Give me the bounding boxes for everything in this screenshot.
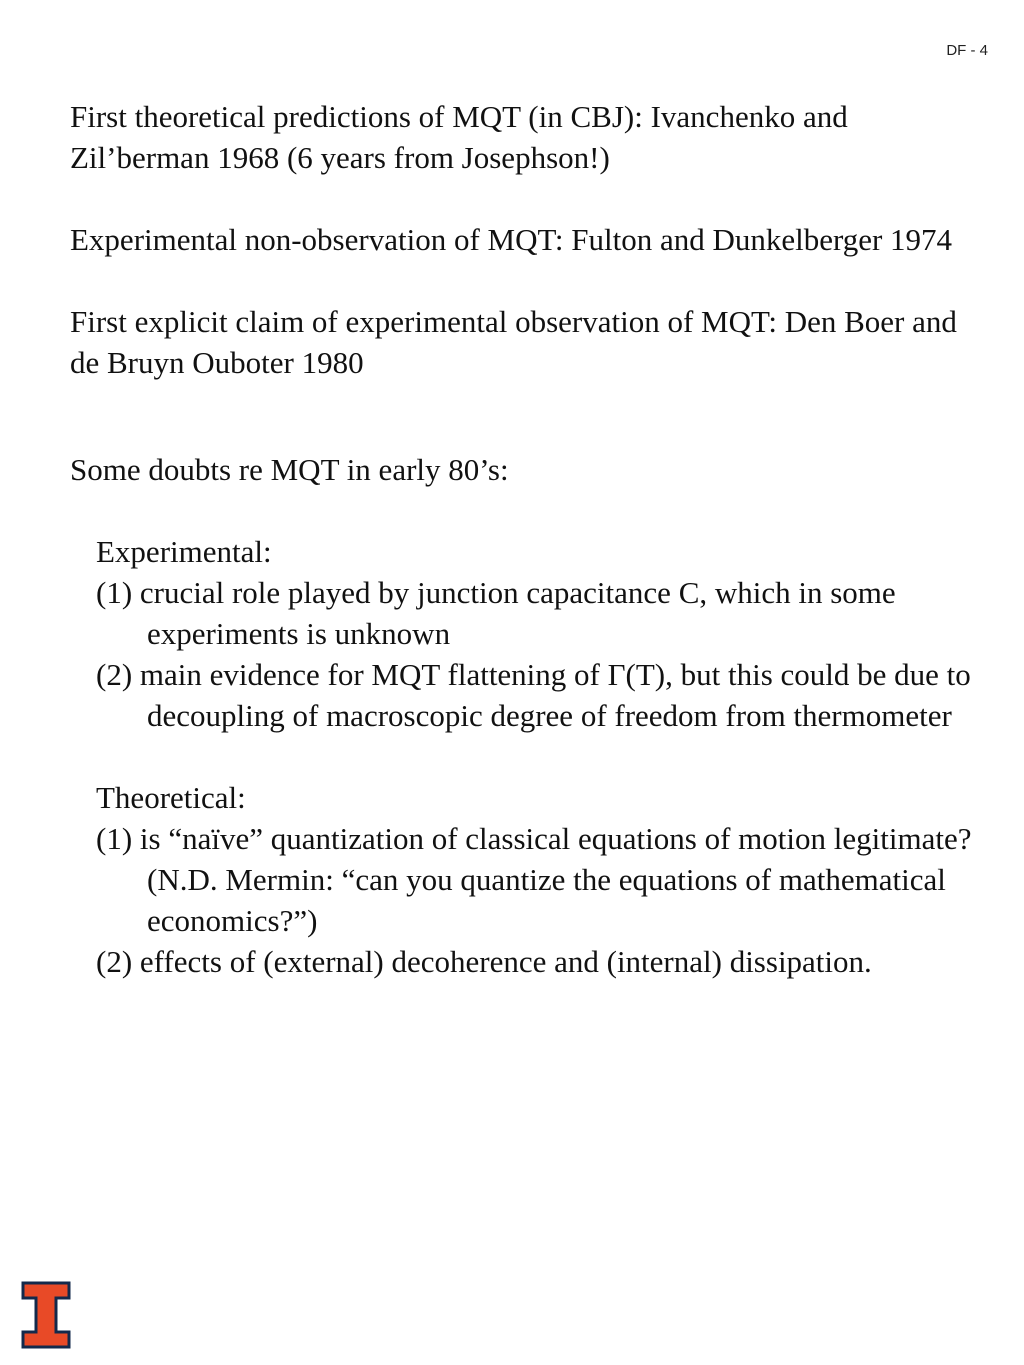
paragraph-experimental-non-observation: Experimental non-observation of MQT: Fulton and Dunkelberger 1974 [70,222,953,257]
paragraph-some-doubts: Some doubts re MQT in early 80’s: [70,452,509,487]
spacer [70,736,980,777]
experimental-section [70,531,980,736]
block-i-logo-icon [21,1281,71,1349]
experimental-heading: Experimental: [96,534,272,569]
theoretical-heading: Theoretical: [96,780,246,815]
experimental-item-2: (2) main evidence for MQT flattening of Γ(T), but this could be due to decoupling of macroscopic degree of freedom from thermometer [96,657,971,733]
theoretical-item-1: (1) is “naïve” quantization of classical equations of motion legitimate? (N.D. Mermin: “can you quantize the equations of mathematical economics?”) [96,821,972,938]
experimental-item-1: (1) crucial role played by junction capacitance C, which in some experiments is unknown [96,575,896,651]
paragraph-first-explicit-claim: First explicit claim of experimental observation of MQT: Den Boer and de Bruyn Ouboter 1980 [70,304,957,380]
paragraph-theoretical-predictions: First theoretical predictions of MQT (in CBJ): Ivanchenko and Zil’berman 1968 (6 years from Josephson!) [70,99,848,175]
spacer [70,260,980,301]
spacer [70,383,980,449]
page-number: DF - 4 [946,42,988,59]
slide-content [70,96,980,982]
spacer [70,490,980,531]
theoretical-item-2: (2) effects of (external) decoherence and (internal) dissipation. [96,944,872,979]
spacer [70,178,980,219]
theoretical-section [70,777,980,982]
